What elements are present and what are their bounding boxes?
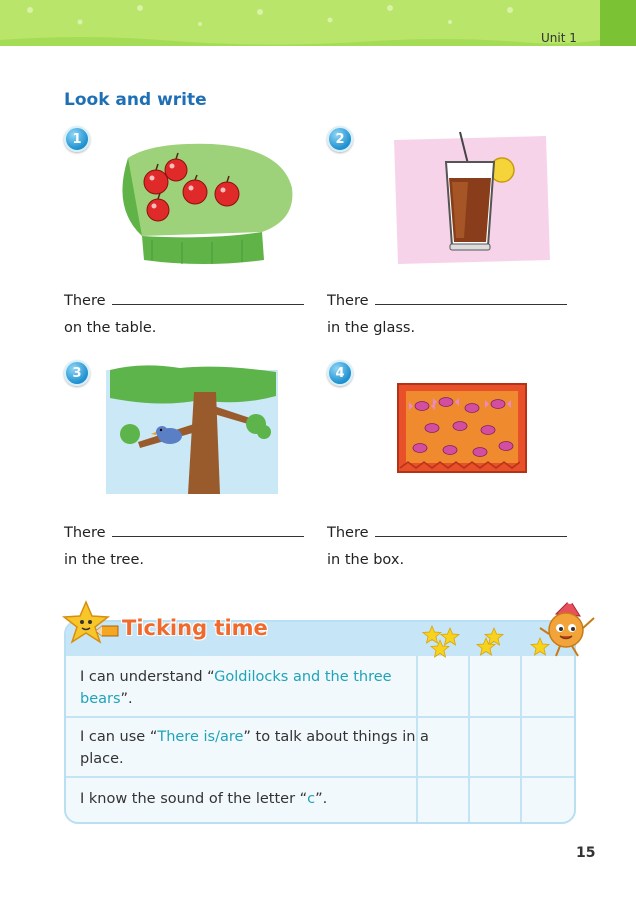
exercise-number-3: 3 [64,360,90,386]
tick-cell-1-3[interactable] [522,658,572,716]
ticking-time-title: Ticking time [122,616,268,640]
tick-cell-2-1[interactable] [418,718,468,776]
unit-label: Unit 1 [541,31,577,45]
tick-cell-2-2[interactable] [470,718,520,776]
tick-cell-3-2[interactable] [470,778,520,820]
mascot-character-icon [536,598,598,658]
row-3-text: I know the sound of the letter “ [80,791,308,807]
ticking-row-2 [66,726,430,770]
exercise-3-blank[interactable] [112,535,304,537]
exercise-4-rest: in the box. [327,552,405,568]
tick-cell-3-1[interactable] [418,778,468,820]
exercise-1-lead: There [64,293,106,309]
row-1-text: I can understand “ [80,669,215,685]
row-1-highlight: Goldilocks and the three bears [80,669,392,707]
section-title: Look and write [64,90,207,110]
exercise-3-rest: in the tree. [64,552,145,568]
exercise-1-line [64,293,304,309]
apples-on-table-picture [92,128,310,274]
ticking-row-3 [66,788,430,810]
row-3-highlight: c [307,791,316,807]
exercise-4-line [327,525,567,541]
exercise-1-blank[interactable] [112,303,304,305]
exercise-number-4: 4 [327,360,353,386]
exercise-number-1: 1 [64,126,90,152]
exercise-4-lead: There [327,525,369,541]
exercise-number-2: 2 [327,126,353,152]
juice-glass-picture [390,126,554,272]
exercise-2-rest: in the glass. [327,320,416,336]
tick-cell-1-1[interactable] [418,658,468,716]
row-2-text: I can use “ [80,729,158,745]
tick-cell-3-3[interactable] [522,778,572,820]
tick-cell-1-2[interactable] [470,658,520,716]
exercise-4-blank[interactable] [375,535,567,537]
exercise-3-lead: There [64,525,106,541]
page-number: 15 [576,845,596,861]
exercise-3-line [64,525,304,541]
sweets-in-box-picture [396,382,528,474]
pencil-icon [96,624,120,638]
exercise-2-blank[interactable] [375,303,567,305]
row-3-text-end: ”. [315,791,328,807]
tick-cell-2-3[interactable] [522,718,572,776]
exercise-2-line [327,293,567,309]
row-1-text-end: ”. [120,691,133,707]
exercise-1-rest: on the table. [64,320,157,336]
ticking-row-1 [66,666,430,710]
exercise-2-lead: There [327,293,369,309]
row-2-text-end: ” to talk about things in a place. [80,729,429,767]
bird-in-tree-picture [100,362,286,498]
row-2-highlight: There is/are [157,729,244,745]
